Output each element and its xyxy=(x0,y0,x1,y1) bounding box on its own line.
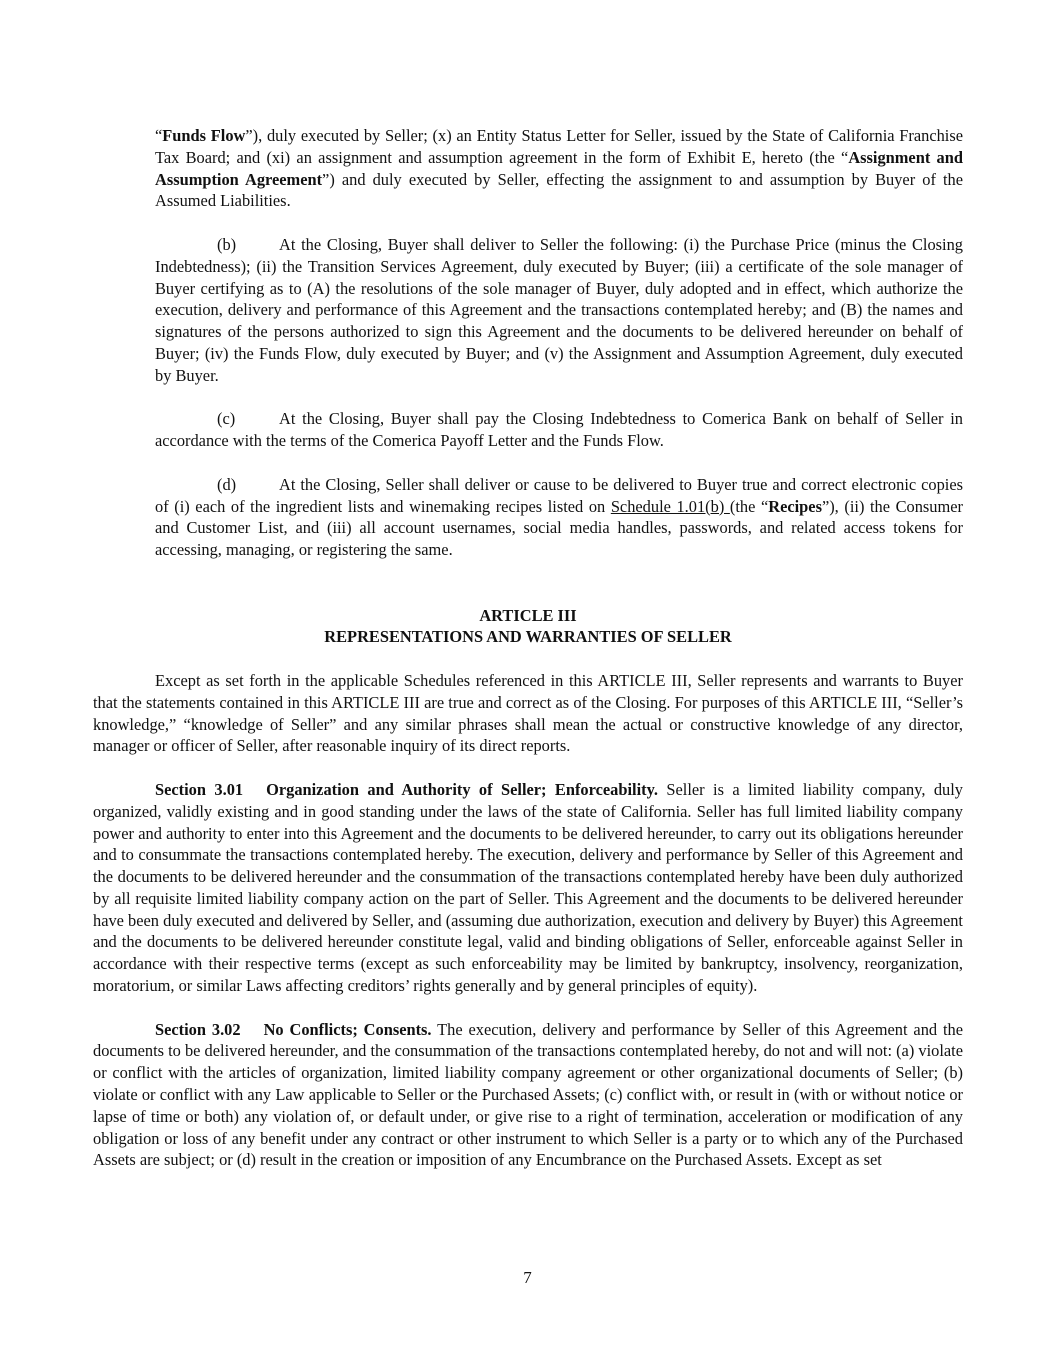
section-number: Section 3.02 xyxy=(155,1019,241,1039)
defined-term-funds-flow: Funds Flow xyxy=(162,126,246,145)
paragraph-funds-flow-continuation xyxy=(93,125,963,212)
paragraph-d xyxy=(93,474,963,561)
paragraph-label: (c) xyxy=(217,409,236,429)
text-run: (the “ xyxy=(729,496,769,516)
paragraph-label: (d) xyxy=(217,474,237,494)
text-run: At the Closing, Seller shall deliver or cause to be delivered to Buyer true and correct electronic copies of (i) each of the ingredient lists and winemaking recipes listed on xyxy=(155,474,963,516)
section-text: The execution, delivery and performance by Seller of this Agreement and the documents to be delivered hereunder, and the consummation of the transactions contemplated hereby, do not and will not: (a) violate or conflict with the articles of organization, limited liability company agreement or other organizational documents of Seller; (b) violate or conflict with any Law applicable to Seller or the Purchased Assets; (c) conflict with, or result in (with or without notice or lapse of time or both) any violation of, or default under, or give rise to a right of termination, acceleration or modification of any obligation or loss of any benefit under any contract or other instrument to which Seller is a party or to which any of the Purchased Assets are subject; or (d) result in the creation or imposition of any Encumbrance on the Purchased Assets. Except as set xyxy=(93,1019,963,1170)
paragraph-label: (b) xyxy=(217,234,237,254)
text-run: ”), (ii) the Consumer and Customer List, and (iii) all account usernames, social media handles, passwords, and related access tokens for accessing, managing, or registering the same. xyxy=(155,496,963,560)
document-page xyxy=(93,125,963,1171)
paragraph-b xyxy=(93,234,963,387)
page-number: 7 xyxy=(523,1268,532,1287)
section-heading: No Conflicts; Consents. xyxy=(263,1019,432,1039)
section-number: Section 3.01 xyxy=(155,779,244,799)
article-subtitle: REPRESENTATIONS AND WARRANTIES OF SELLER xyxy=(324,627,732,647)
paragraph-text: At the Closing, Buyer shall pay the Closing Indebtedness to Comerica Bank on behalf of Seller in accordance with the terms of the Comerica Payoff Letter and the Funds Flow. xyxy=(155,409,963,451)
paragraph-text: At the Closing, Buyer shall deliver to Seller the following: (i) the Purchase Price (minus the Closing Indebtedness); (ii) the Transition Services Agreement, duly executed by Buyer; (iii) a certificate of the sole manager of Buyer certifying as to (A) the resolutions of the sole manager of Buyer, duly adopted and in effect, which authorize the execution, delivery and performance of this Agreement and the transactions contemplated hereby; and (B) the names and signatures of the persons authorized to sign this Agreement and the documents to be delivered hereunder on behalf of Buyer; (iv) the Funds Flow, duly executed by Buyer; and (v) the Assignment and Assumption Agreement, duly executed by Buyer. xyxy=(155,234,963,385)
defined-term-recipes: Recipes xyxy=(768,496,822,516)
section-heading: Organization and Authority of Seller; Enforceability. xyxy=(266,779,658,799)
section-3-01 xyxy=(93,779,963,997)
article-title: ARTICLE III xyxy=(479,605,577,625)
text-run: ”), duly executed by Seller; (x) an Entity Status Letter for Seller, issued by the State of California Franchise Tax Board; and (xi) an assignment and assumption agreement in the form of Exhibit E, hereto (the “ xyxy=(155,126,963,167)
section-3-02 xyxy=(93,1019,963,1172)
defined-term-assignment-agreement: Assignment and Assumption Agreement xyxy=(155,147,963,189)
section-text: Seller is a limited liability company, duly organized, validly existing and in good standing under the laws of the state of California. Seller has full limited liability company power and authority to enter into this Agreement and the documents to be delivered hereunder, to carry out its obligations hereunder and to consummate the transactions contemplated hereby. The execution, delivery and performance by Seller of this Agreement and the documents to be delivered hereunder and the consummation of the transactions contemplated hereby have been duly authorized by all requisite limited liability company action on the part of Seller. This Agreement and the documents to be delivered hereunder have been duly executed and delivered by Seller, and (assuming due authorization, execution and delivery by Buyer) this Agreement and the documents to be delivered hereunder constitute legal, valid and binding obligations of Seller, enforceable against Seller in accordance with their respective terms (except as such enforceability may be limited by bankruptcy, insolvency, reorganization, moratorium, or similar Laws affecting creditors’ rights generally and by general principles of equity). xyxy=(93,779,963,996)
article-intro-paragraph: Except as set forth in the applicable Schedules referenced in this ARTICLE III, Seller represents and warrants to Buyer that the statements contained in this ARTICLE III are true and correct as of the Closing. For purposes of this ARTICLE III, “Seller’s knowledge,” “knowledge of Seller” and any similar phrases shall mean the actual or constructive knowledge of any director, manager or officer of Seller, after reasonable inquiry of its direct reports. xyxy=(93,670,963,756)
paragraph-c xyxy=(93,408,963,452)
schedule-reference: Schedule 1.01(b) xyxy=(610,496,730,516)
text-run: ”) and duly executed by Seller, effecting the assignment to and assumption by Buyer of the Assumed Liabilities. xyxy=(155,169,964,211)
text-run: “ xyxy=(155,126,163,145)
